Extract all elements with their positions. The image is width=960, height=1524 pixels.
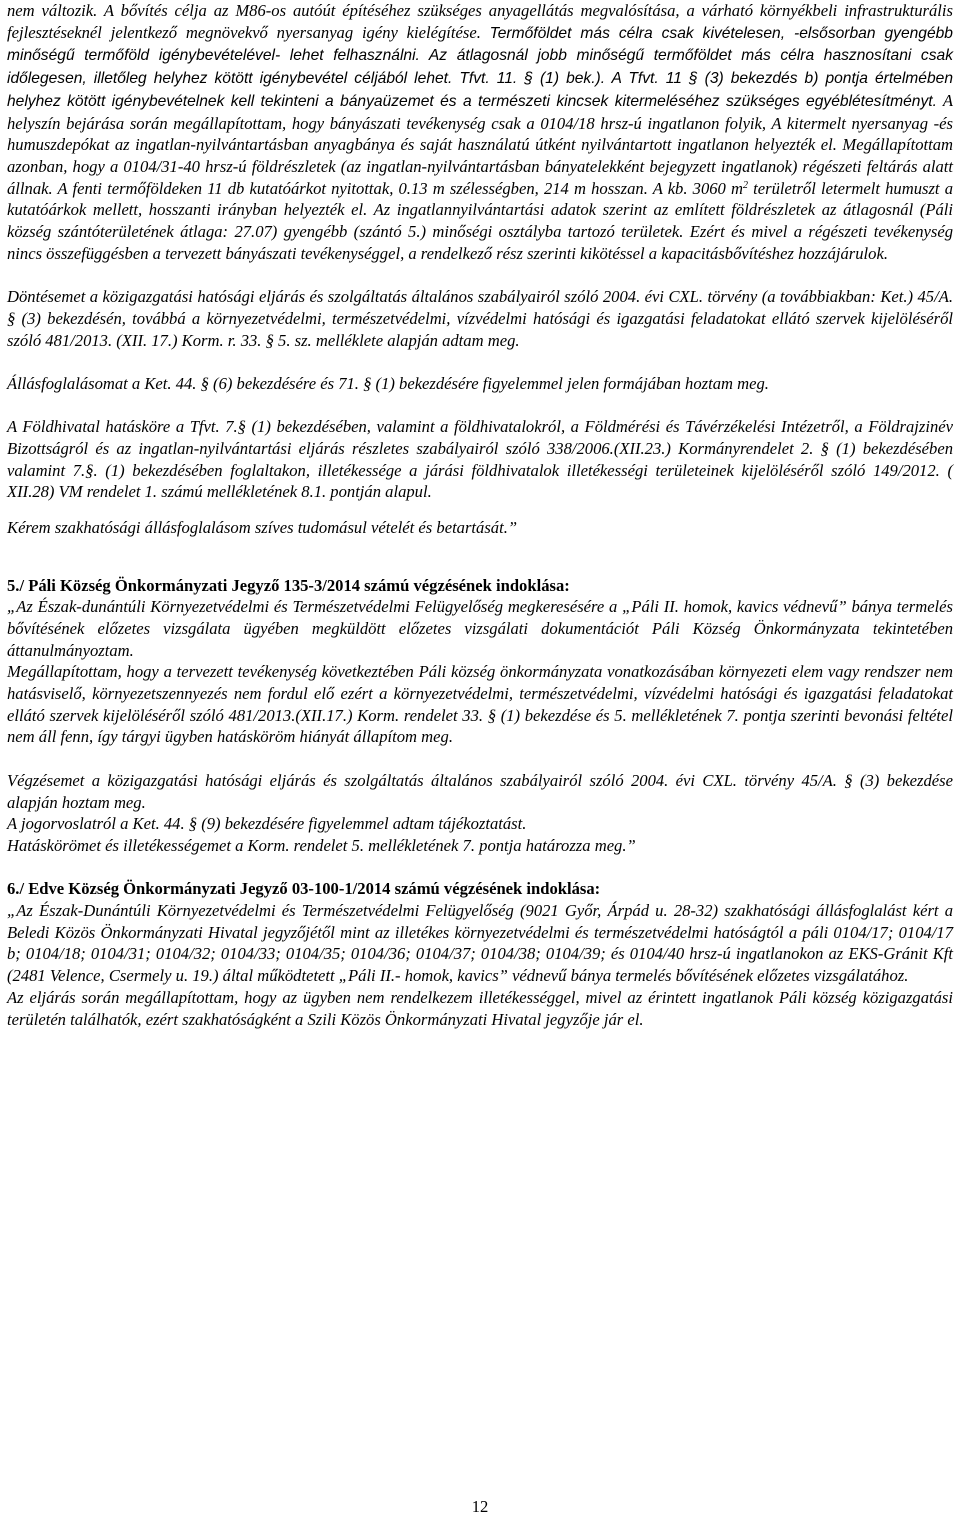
paragraph-dontesemet: Döntésemet a közigazgatási hatósági eljárás és szolgáltatás általános szabályairól szóló 2004. évi CXL. törvény (a továbbiakban: Ket.) 45/A. § (3) bekezdésén, továbbá a környezetvédelmi, természetvédelmi, vízvédelmi hatósági és igazgatási feladatokat ellátó szervek kijelöléséről szóló 481/2013. (XII. 17.) Korm. r. 33. § 5. sz. melléklete alapján adtam meg. [7, 287, 953, 350]
section5-paragraph-1: „Az Észak-dunántúli Környezetvédelmi és Természetvédelmi Felügyelőség megkeresésére a „Páli II. homok, kavics védnevű” bánya termelés bővítésének előzetes vizsgálata ügyében megküldött előzetes vizsgálati dokumentációt Páli Község Önkormányzata tekintetében áttanulmányoztam. [7, 597, 953, 660]
spacer [7, 748, 953, 770]
section5-paragraph-2: Megállapítottam, hogy a tervezett tevékenység következtében Páli község önkormányzata vonatkozásában környezeti elem vagy rendszer nem hatásviselő, környezetszennyezés nem fordul elő ezért a környezetvédelmi, természetvédelmi, vízvédelmi hatósági és igazgatási feladatokat ellátó szervek kijelöléséről szóló 481/2013.(XII.17.) Korm. rendelet 33. § (1) bekezdése és 5. mellékletének 7. pontja szerinti bevonási feltétel nem áll fenn, így tárgyi ügyben hatásköröm hiányát állapítom meg. [7, 662, 953, 747]
section-heading-6: 6./ Edve Község Önkormányzati Jegyző 03-100-1/2014 számú végzésének indoklása: [7, 879, 601, 899]
superscript: 2 [743, 179, 748, 191]
section-heading-5: 5./ Páli Község Önkormányzati Jegyző 135-3/2014 számú végzésének indoklása: [7, 575, 570, 595]
spacer [7, 539, 953, 561]
spacer [7, 503, 953, 517]
section5-paragraph-3: Végzésemet a közigazgatási hatósági eljárás és szolgáltatás általános szabályairól szóló 2004. évi CXL. törvény 45/A. § (3) bekezdése alapján hoztam meg. [7, 770, 953, 812]
spacer [7, 395, 953, 417]
text-run-sans: Termőföldet más célra csak kivételesen, -elsősorban gyengébb minőségű termőföld igénybevételével- lehet felhasználni. Az átlagosnál jobb minőségű termőföldet más célra hasznosítani csak időlegesen, illetőleg helyhez kötött igénybevétel céljából lehet. Tfvt. 11. § (1) bek.). A Tfvt. 11 § (3) bekezdés b) pontja értelmében helyhez kötött igénybevételnek kell tekinteni a bányaüzemet és a természeti kincsek kitermeléséhez szükséges egyéblétesítményt. [7, 24, 953, 110]
page-number: 12 [471, 1497, 489, 1516]
section6-paragraph-1: „Az Észak-Dunántúli Környezetvédelmi és Természetvédelmi Felügyelőség (9021 Győr, Árpád u. 28-32) szakhatósági állásfoglalást kért a Beledi Közös Önkormányzati Hivatal jegyzőjétől mint az illetékes környezetvédelmi és természetvédelmi hatóságtól a páli 0104/17; 0104/17 b; 0104/18; 0104/31; 0104/32; 0104/33; 0104/35; 0104/36; 0104/37; 0104/38; 0104/39; és 0104/40 hrsz-ú ingatlanokon az EKS-Gránit Kft (2481 Velence, Csermely u. 19.) által működtetett „Páli II.- homok, kavics” védnevű bánya termelés bővítésének előzetes vizsgálatához. [7, 901, 953, 986]
paragraph-allasfoglalasomat: Állásfoglalásomat a Ket. 44. § (6) bekezdésére és 71. § (1) bekezdésére figyelemmel jelen formájában hoztam meg. [7, 373, 769, 393]
paragraph-foldhivatal: A Földhivatal hatásköre a Tfvt. 7.§ (1) bekezdésében, valamint a földhivatalokról, a Földmérési és Távérzékelési Intézetről, a Földrajzinév Bizottságról és az ingatlan-nyilvántartási eljárás részletes szabályairól szóló 338/2006.(XII.23.) Kormányrendelet 2. § (1) bekezdésében valamint 7.§. (1) bekezdésében foglaltakon, illetékessége a járási földhivatalok illetékességi területeinek kijelöléséről szóló 149/2012. ( XII.28) VM rendelet 1. számú mellékletének 8.1. pontján alapul. [7, 417, 953, 502]
text-run: területről letermelt humuszt a kutatóárkok mellett, hosszanti irányban helyezték el. Az ingatlannyilvántartási adatok szerint az említett földrészletek az átlagosnál (Páli község szántóterületének átlaga: 27.07) gyengébb (szántó 5.) minőségi osztályba tartozó területek. Ezért és mivel a régészeti tevékenység nincs összefüggésben a tervezett bányászati tevékenységgel, a rendelkező rész szerinti kikötéssel a kapacitásbővítéshez hozzájárulok. [7, 178, 953, 263]
spacer [7, 857, 953, 879]
text-run: nem változik. A bővítés célja az M86-os autóút építéséhez szükséges anyagellátás megvalósítása, a várható környékbeli infrastrukturális fejlesztéseknél jelentkező megnövekvő nyersanyag igény kielégítése. [7, 1, 953, 42]
section5-paragraph-4: A jogorvoslatról a Ket. 44. § (9) bekezdésére figyelemmel adtam tájékoztatást. [7, 814, 527, 834]
document-page [7, 0, 953, 1030]
section5-paragraph-5: Hatáskörömet és illetékességemet a Korm. rendelet 5. mellékletének 7. pontja határozza meg.” [7, 835, 636, 855]
spacer [7, 264, 953, 286]
spacer [7, 351, 953, 373]
section6-paragraph-2: Az eljárás során megállapítottam, hogy az ügyben nem rendelkezem illetékességgel, mivel az érintett ingatlanok Páli község közigazgatási területén találhatók, ezért szakhatóságként a Szili Közös Önkormányzati Hivatal jegyzője jár el. [7, 987, 953, 1029]
text-run: A helyszín bejárása során megállapítottam, hogy bányászati tevékenység csak a 0104/18 hrsz-ú ingatlanon folyik, A kitermelt nyersanyag -és humuszdepókat az ingatlan-nyilvántartásban anyagbánya és saját használatú útként nyilvántartott ingatlanon helyezték el. Megállapítottam azonban, hogy a 0104/31-40 hrsz-ú földrészletek (az ingatlan-nyilvántartásban bányatelekként bejegyzett ingatlanok) régészeti feltárás alatt állnak. A fenti termőföldeken 11 db kutatóárkot nyitottak, 0.13 m szélességben, 214 m hosszan. A kb. 3060 m [7, 90, 953, 198]
paragraph-termofold [7, 0, 953, 264]
spacer [7, 561, 953, 575]
paragraph-kerem: Kérem szakhatósági állásfoglalásom szíves tudomásul vételét és betartását.” [7, 518, 518, 538]
